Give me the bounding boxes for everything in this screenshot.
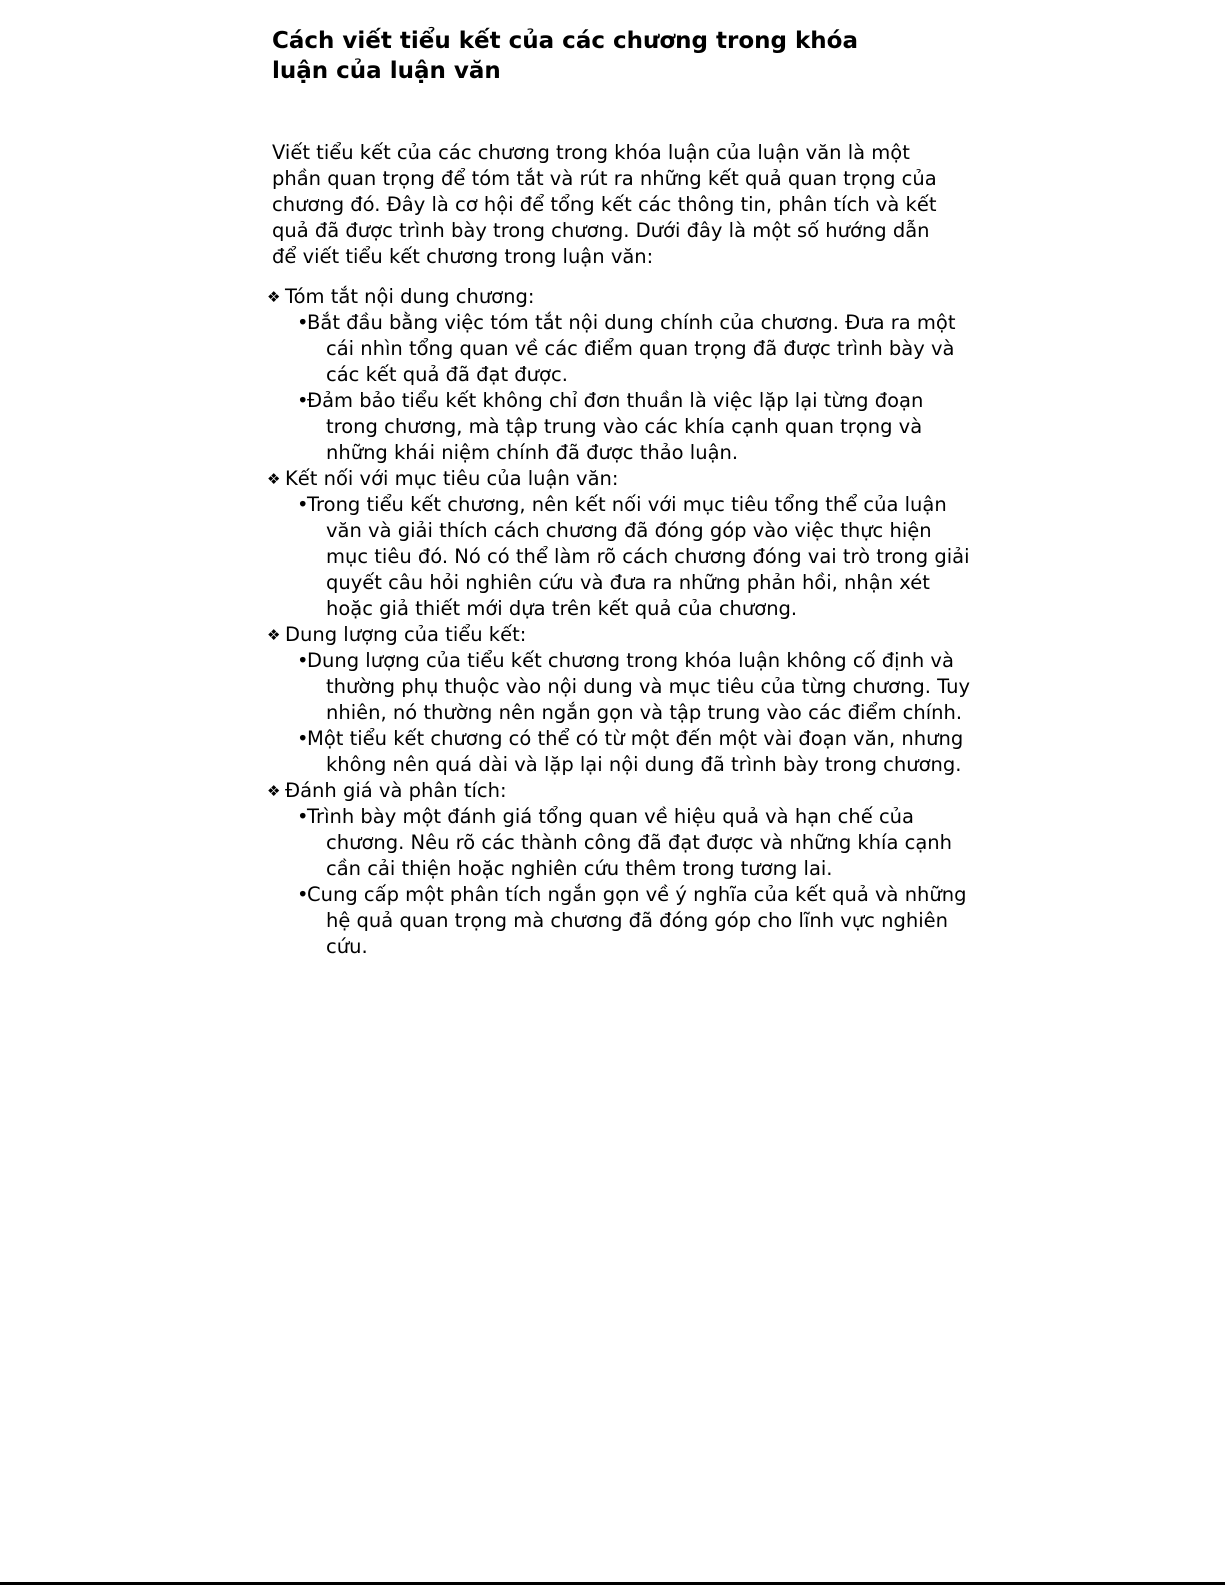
bullet-dot-icon: • — [297, 311, 309, 334]
bullet-dot-icon: • — [297, 493, 309, 516]
list-item — [297, 388, 974, 466]
list-item-text: Bắt đầu bằng việc tóm tắt nội dung chính của chương. Đưa ra một cái nhìn tổng quan về các điểm quan trọng đã được trình bày và các kết quả đã đạt được. — [307, 311, 956, 386]
document-title: Cách viết tiểu kết của các chương trong khóa luận của luận văn — [272, 28, 858, 84]
intro-paragraph: Viết tiểu kết của các chương trong khóa luận của luận văn là một phần quan trọng để tóm tắt và rút ra những kết quả quan trọng của chương đó. Đây là cơ hội để tổng kết các thông tin, phân tích và kết quả đã được trình bày trong chương. Dưới đây là một số hướng dẫn để viết tiểu kết chương trong luận văn: — [272, 141, 937, 268]
diamond-bullet-icon: ❖ — [267, 782, 281, 800]
diamond-bullet-icon: ❖ — [267, 288, 281, 306]
bullet-dot-icon: • — [297, 389, 309, 412]
diamond-bullet-icon: ❖ — [267, 470, 281, 488]
list-item-text: Dung lượng của tiểu kết chương trong khóa luận không cố định và thường phụ thuộc vào nội dung và mục tiêu của từng chương. Tuy nhiên, nó thường nên ngắn gọn và tập trung vào các điểm chính. — [307, 649, 971, 724]
section-heading — [267, 622, 962, 648]
list-item — [297, 726, 974, 778]
section-heading-text: Dung lượng của tiểu kết: — [285, 623, 527, 646]
list-item-text: Trình bày một đánh giá tổng quan về hiệu quả và hạn chế của chương. Nêu rõ các thành công đã đạt được và những khía cạnh cần cải thiện hoặc nghiên cứu thêm trong tương lai. — [307, 805, 952, 880]
document-page — [267, 26, 971, 960]
section-list — [267, 284, 971, 960]
diamond-bullet-icon: ❖ — [267, 626, 281, 644]
list-item-text: Cung cấp một phân tích ngắn gọn về ý nghĩa của kết quả và những hệ quả quan trọng mà chương đã đóng góp cho lĩnh vực nghiên cứu. — [307, 883, 967, 958]
section — [267, 778, 967, 960]
bullet-dot-icon: • — [297, 883, 309, 906]
bullet-list — [267, 310, 962, 466]
list-item-text: Một tiểu kết chương có thể có từ một đến một vài đoạn văn, nhưng không nên quá dài và lặp lại nội dung đã trình bày trong chương. — [307, 727, 964, 776]
bullet-list — [267, 804, 967, 960]
list-item — [297, 648, 974, 726]
section-heading — [267, 466, 962, 492]
bullet-list — [267, 648, 971, 778]
list-item-text: Trong tiểu kết chương, nên kết nối với mục tiêu tổng thể của luận văn và giải thích cách chương đã đóng góp vào việc thực hiện mục tiêu đó. Nó có thể làm rõ cách chương đóng vai trò trong giải quyết câu hỏi nghiên cứu và đưa ra những phản hồi, nhận xét hoặc giả thiết mới dựa trên kết quả của chương. — [307, 493, 970, 620]
section-heading-text: Kết nối với mục tiêu của luận văn: — [285, 467, 619, 490]
bullet-dot-icon: • — [297, 805, 309, 828]
list-item — [297, 492, 974, 622]
section — [267, 284, 962, 466]
section — [267, 622, 971, 778]
section-heading — [267, 284, 962, 310]
list-item-text: Đảm bảo tiểu kết không chỉ đơn thuần là việc lặp lại từng đoạn trong chương, mà tập trung vào các khía cạnh quan trọng và những khái niệm chính đã được thảo luận. — [307, 389, 924, 464]
list-item — [297, 804, 974, 882]
bullet-list — [267, 492, 970, 622]
section-heading — [267, 778, 962, 804]
list-item — [297, 882, 974, 960]
section — [267, 466, 970, 622]
bullet-dot-icon: • — [297, 649, 309, 672]
list-item — [297, 310, 974, 388]
section-heading-text: Đánh giá và phân tích: — [285, 779, 507, 802]
section-heading-text: Tóm tắt nội dung chương: — [285, 285, 535, 308]
bullet-dot-icon: • — [297, 727, 309, 750]
